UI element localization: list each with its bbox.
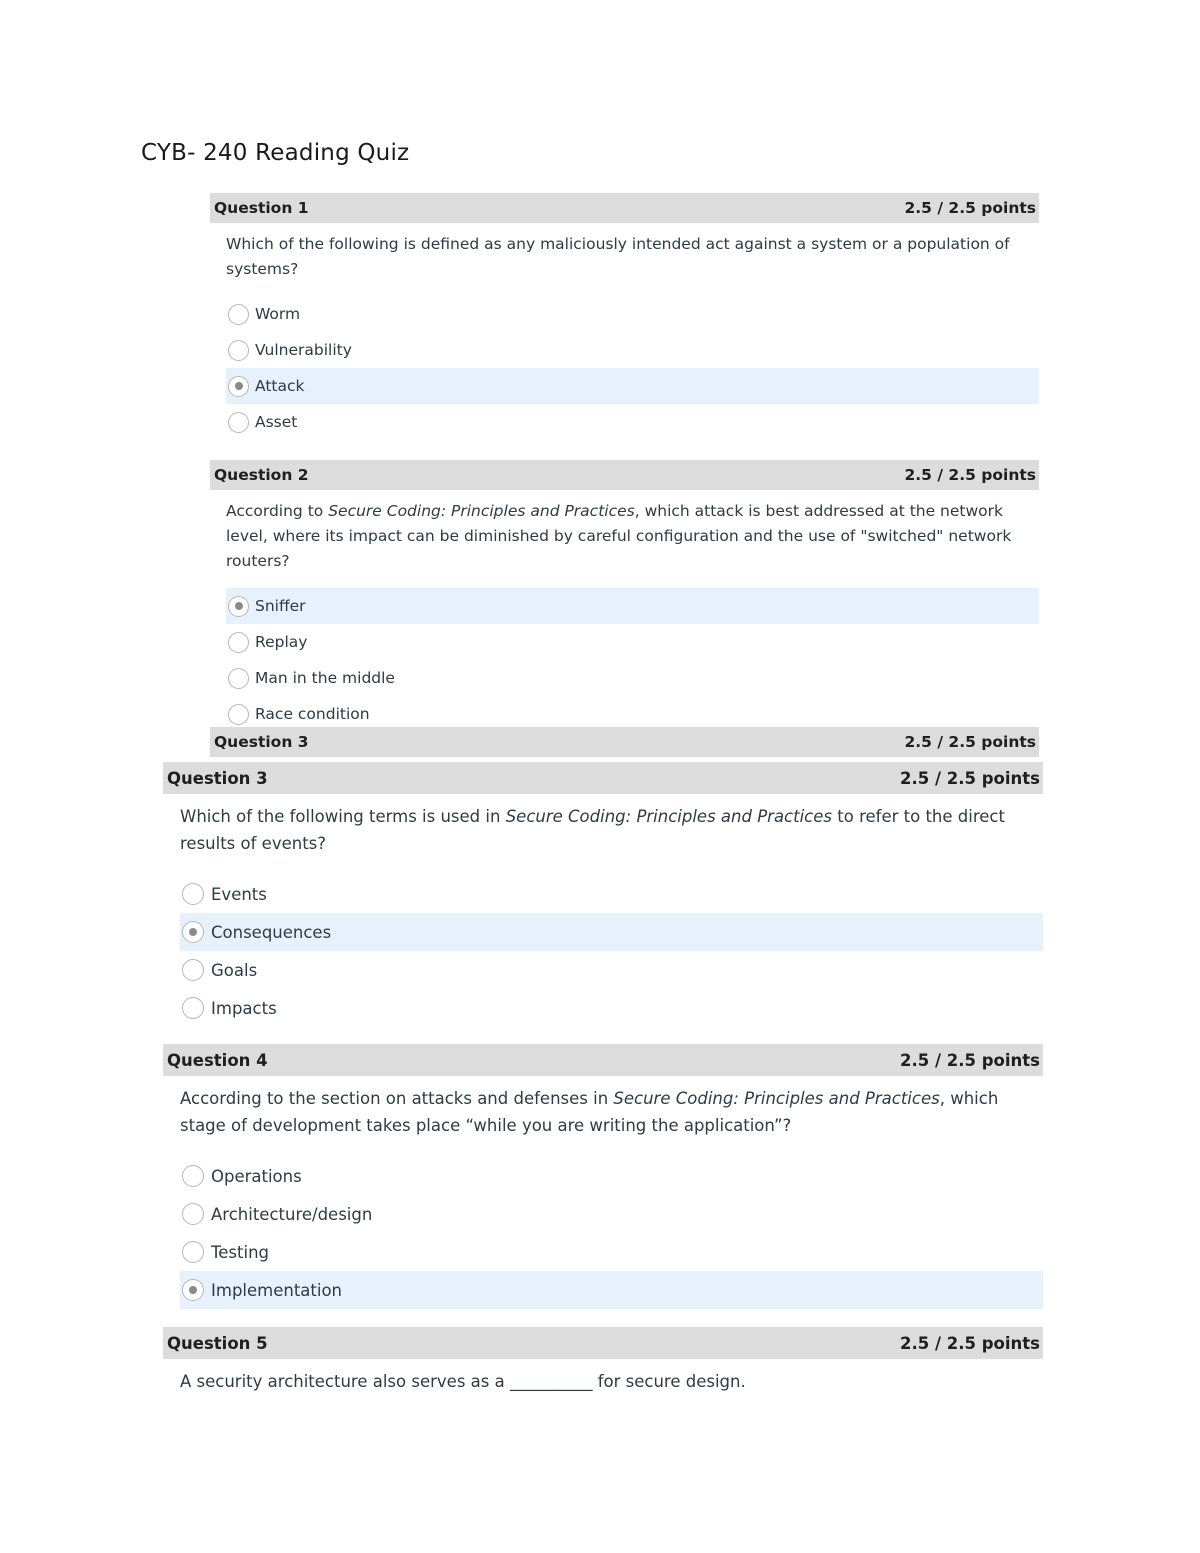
question-5-block xyxy=(163,1327,1043,1395)
radio-button[interactable] xyxy=(182,997,204,1019)
answer-option[interactable] xyxy=(226,624,1039,660)
question-header xyxy=(210,193,1039,223)
option-label: Events xyxy=(211,884,267,904)
radio-button[interactable] xyxy=(182,1241,204,1263)
question-4-block xyxy=(163,1044,1043,1309)
question-label: Question 2 xyxy=(214,466,309,484)
question-header xyxy=(210,727,1039,757)
option-label: Consequences xyxy=(211,922,332,942)
question-text: According to Secure Coding: Principles and Practices, which attack is best addressed at the network level, where its impact can be diminished by careful configuration and the use of "switched" network routers? xyxy=(226,502,1012,570)
answer-options xyxy=(163,875,1043,1027)
question-label: Question 4 xyxy=(167,1050,268,1070)
option-label: Sniffer xyxy=(255,597,306,615)
question-label: Question 3 xyxy=(214,733,309,751)
answer-option-selected[interactable] xyxy=(180,913,1043,951)
option-label: Replay xyxy=(255,633,308,651)
question-3-header-block xyxy=(210,727,1039,757)
question-text: Which of the following terms is used in Secure Coding: Principles and Practices to refer to the direct results of events? xyxy=(180,807,1005,853)
option-label: Operations xyxy=(211,1166,302,1186)
question-label: Question 5 xyxy=(167,1333,268,1353)
answer-option[interactable] xyxy=(180,1233,1043,1271)
question-points: 2.5 / 2.5 points xyxy=(900,768,1040,788)
answer-option-selected[interactable] xyxy=(226,588,1039,624)
radio-button[interactable] xyxy=(182,1203,204,1225)
question-points: 2.5 / 2.5 points xyxy=(900,1333,1040,1353)
question-points: 2.5 / 2.5 points xyxy=(904,466,1036,484)
question-3-block xyxy=(163,762,1043,1027)
question-points: 2.5 / 2.5 points xyxy=(904,733,1036,751)
answer-option[interactable] xyxy=(180,989,1043,1027)
question-label: Question 3 xyxy=(167,768,268,788)
question-header xyxy=(163,762,1043,794)
answer-option[interactable] xyxy=(226,332,1039,368)
question-text: Which of the following is defined as any maliciously intended act against a system or a population of systems? xyxy=(226,235,1010,278)
radio-button[interactable] xyxy=(228,340,249,361)
question-label: Question 1 xyxy=(214,199,309,217)
question-header xyxy=(163,1327,1043,1359)
answer-option[interactable] xyxy=(226,296,1039,332)
answer-option-selected[interactable] xyxy=(180,1271,1043,1309)
radio-button-checked[interactable] xyxy=(182,921,204,943)
answer-option[interactable] xyxy=(180,1195,1043,1233)
question-points: 2.5 / 2.5 points xyxy=(904,199,1036,217)
radio-button[interactable] xyxy=(228,412,249,433)
radio-button[interactable] xyxy=(182,1165,204,1187)
radio-button-checked[interactable] xyxy=(182,1279,204,1301)
question-header xyxy=(210,460,1039,490)
option-label: Worm xyxy=(255,305,301,323)
question-text: According to the section on attacks and defenses in Secure Coding: Principles and Practices, which stage of development takes place “while you are writing the application”? xyxy=(180,1089,999,1135)
answer-options xyxy=(210,296,1039,440)
question-2-block xyxy=(210,460,1039,732)
radio-button[interactable] xyxy=(182,959,204,981)
answer-options xyxy=(210,588,1039,732)
answer-option[interactable] xyxy=(226,404,1039,440)
radio-button-checked[interactable] xyxy=(228,596,249,617)
option-label: Goals xyxy=(211,960,258,980)
option-label: Man in the middle xyxy=(255,669,395,687)
answer-option[interactable] xyxy=(180,951,1043,989)
option-label: Impacts xyxy=(211,998,277,1018)
radio-button[interactable] xyxy=(228,668,249,689)
option-label: Implementation xyxy=(211,1280,343,1300)
question-points: 2.5 / 2.5 points xyxy=(900,1050,1040,1070)
option-label: Testing xyxy=(211,1242,270,1262)
answer-options xyxy=(163,1157,1043,1309)
radio-button[interactable] xyxy=(182,883,204,905)
question-text: A security architecture also serves as a __________ for secure design. xyxy=(180,1372,746,1391)
answer-option[interactable] xyxy=(226,660,1039,696)
radio-button[interactable] xyxy=(228,704,249,725)
answer-option-selected[interactable] xyxy=(226,368,1039,404)
option-label: Attack xyxy=(255,377,305,395)
answer-option[interactable] xyxy=(180,1157,1043,1195)
option-label: Vulnerability xyxy=(255,341,352,359)
question-header xyxy=(163,1044,1043,1076)
document-title: CYB- 240 Reading Quiz xyxy=(141,140,410,166)
option-label: Asset xyxy=(255,413,298,431)
radio-button[interactable] xyxy=(228,632,249,653)
radio-button-checked[interactable] xyxy=(228,376,249,397)
option-label: Architecture/design xyxy=(211,1204,373,1224)
question-1-block xyxy=(210,193,1039,440)
radio-button[interactable] xyxy=(228,304,249,325)
answer-option[interactable] xyxy=(180,875,1043,913)
option-label: Race condition xyxy=(255,705,370,723)
